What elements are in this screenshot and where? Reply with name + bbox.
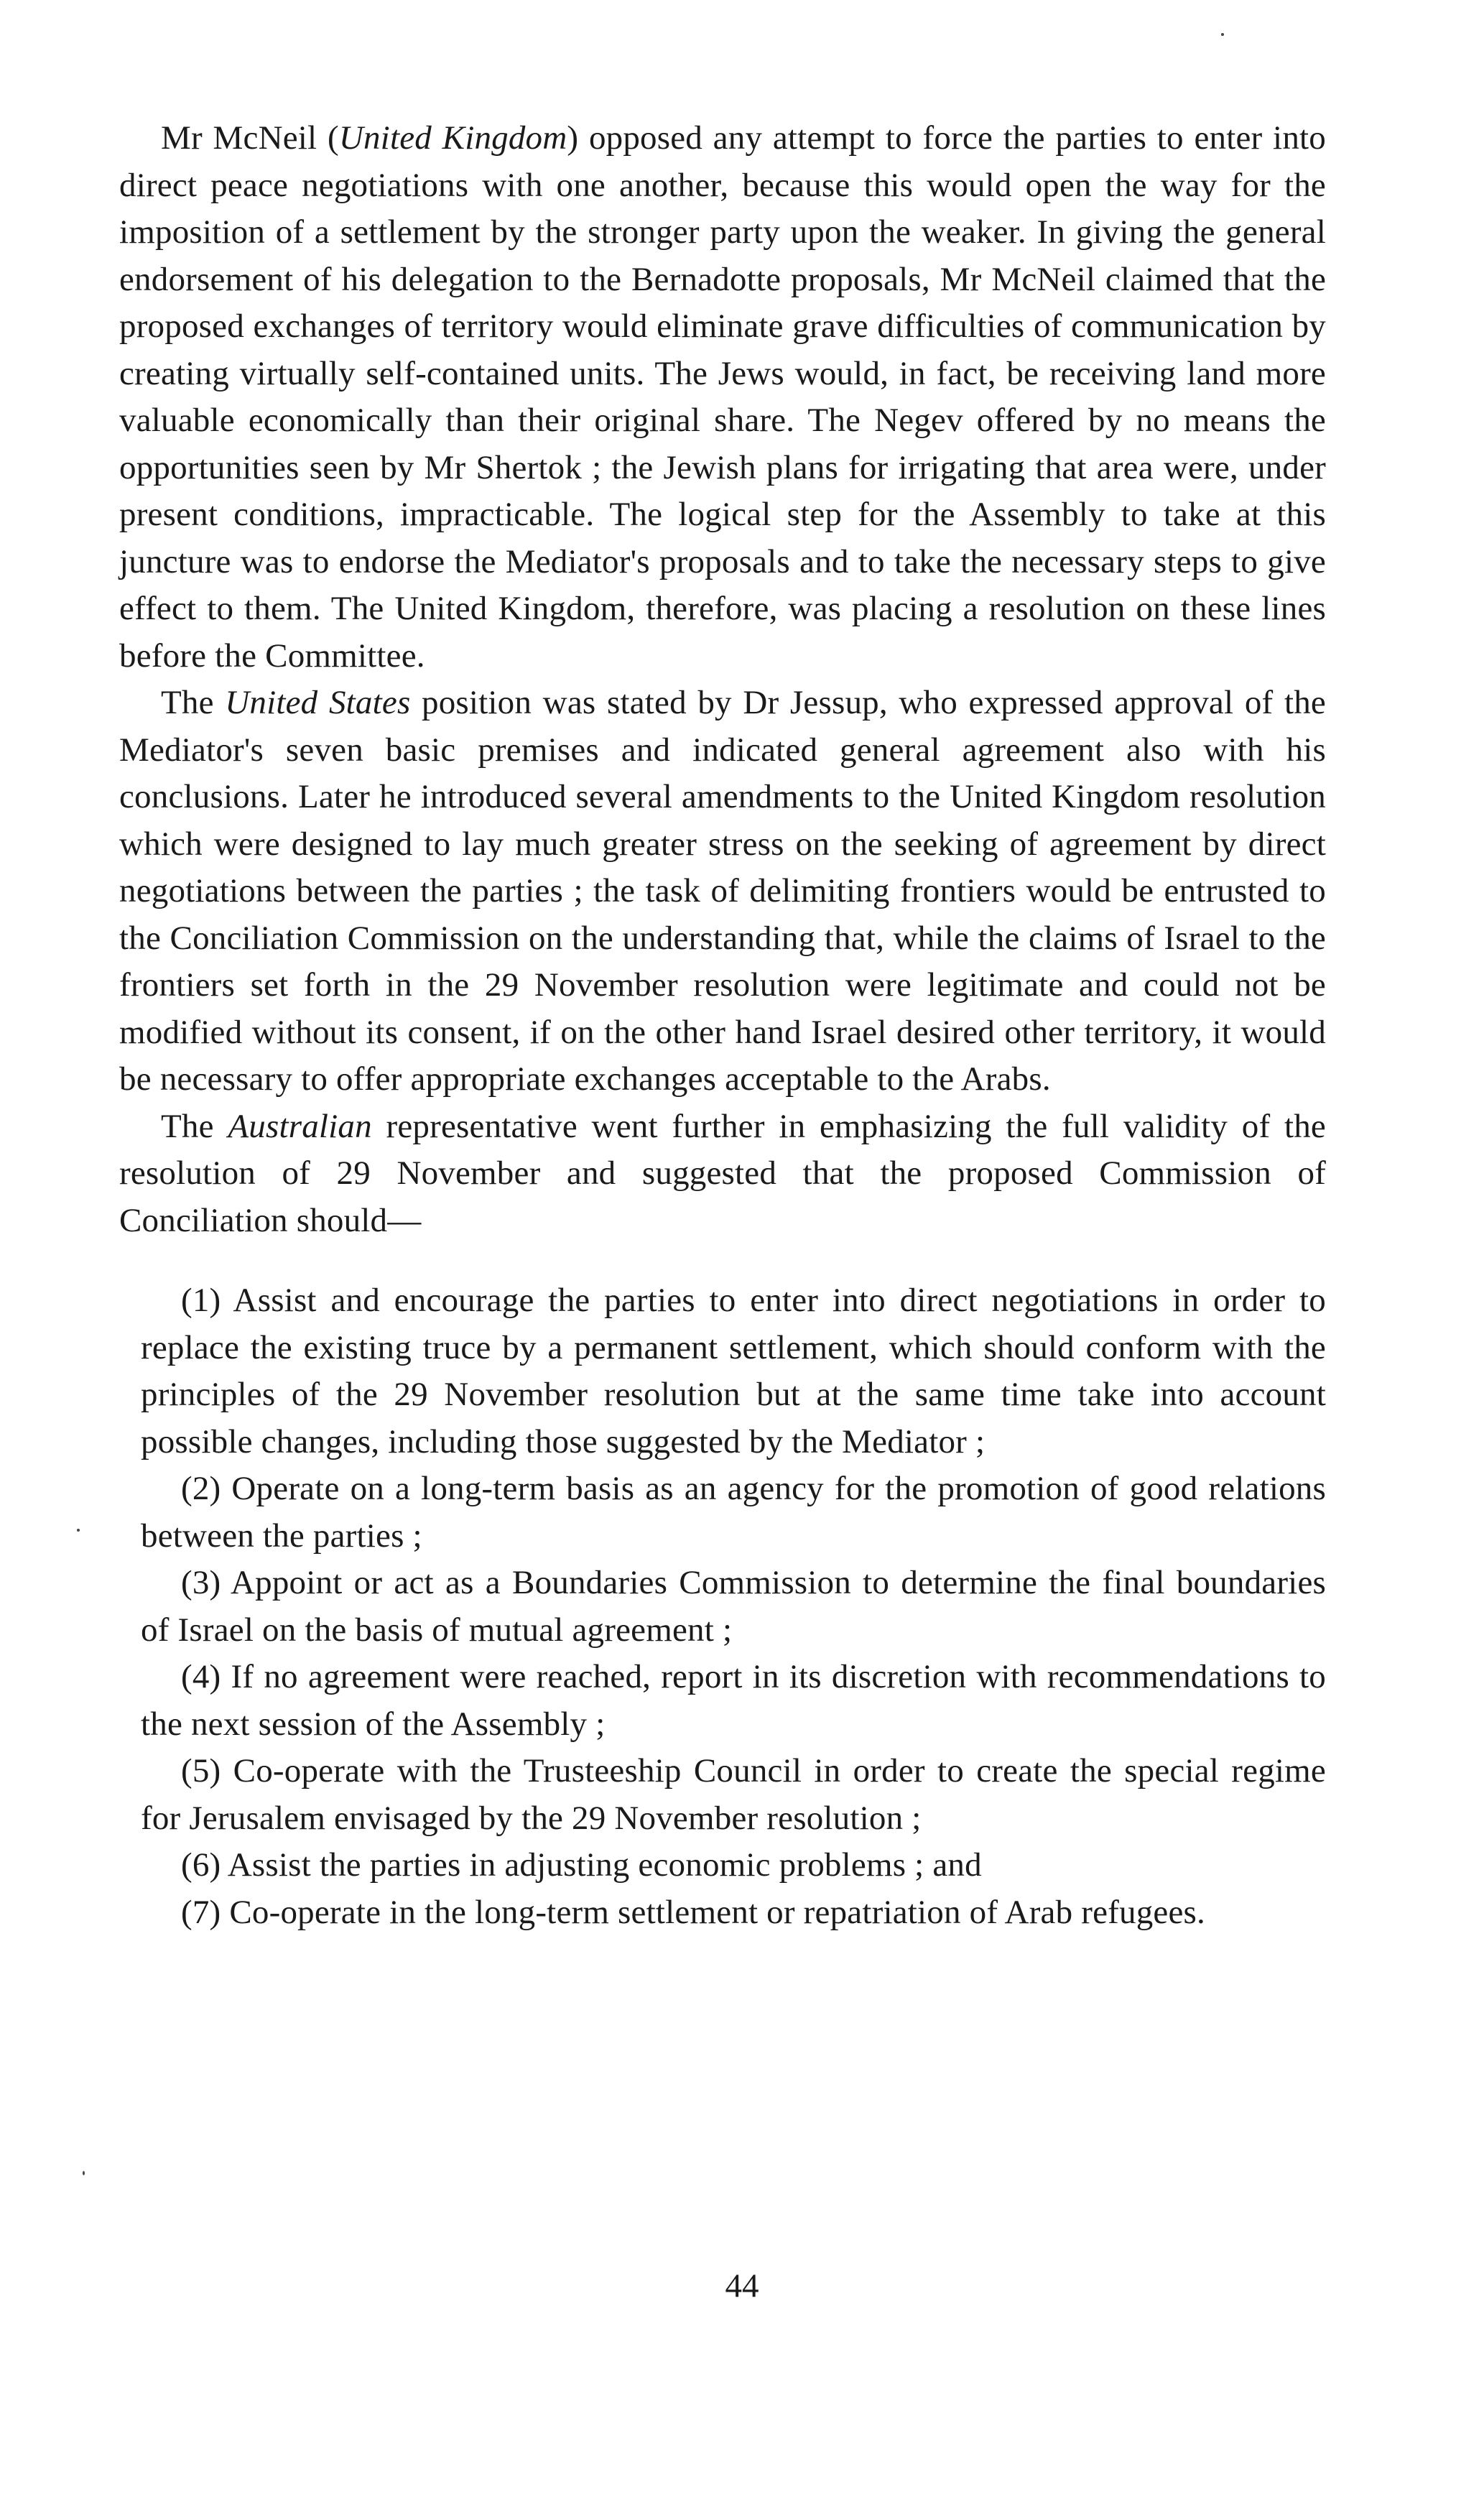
- country-name-italic: United Kingdom: [338, 119, 567, 157]
- list-item: (3) Appoint or act as a Boundaries Commission to determine the final boundaries of Israel on the basis of mutual agreement ;: [141, 1564, 1326, 1649]
- paragraph-lead: The: [161, 1107, 228, 1145]
- paragraph-australia: [119, 1103, 1326, 1245]
- page-number: 44: [725, 2267, 759, 2305]
- commission-duties-list: [119, 1277, 1326, 1936]
- list-item: (4) If no agreement were reached, report in its discretion with recommendations to the next session of the Assembly ;: [141, 1658, 1326, 1743]
- paragraph-lead: Mr McNeil (: [161, 119, 339, 157]
- paragraph-united-kingdom: [119, 115, 1326, 680]
- scan-speck: [77, 1529, 80, 1532]
- list-item: (1) Assist and encourage the parties to enter into direct negotiations in order to replace the existing truce by a permanent settlement, which should conform with the principles of the 29 November resolution but at the same time take into account possible changes, including those suggested by the Mediator ;: [141, 1282, 1326, 1460]
- list-item: (5) Co-operate with the Trusteeship Council in order to create the special regime for Jerusalem envisaged by the 29 November resolution ;: [141, 1752, 1326, 1837]
- list-item: (7) Co-operate in the long-term settlement or repatriation of Arab refugees.: [181, 1893, 1205, 1931]
- country-name-italic: United States: [225, 684, 411, 721]
- list-item: (6) Assist the parties in adjusting economic problems ; and: [181, 1846, 982, 1884]
- paragraph-text: position was stated by Dr Jessup, who expressed approval of the Mediator's seven basic premises and indicated general agreement also with his conclusions. Later he introduced several amendments to the United Kingdom resolution which were designed to lay much greater stress on the seeking of agreement by direct negotiations between the parties ; the task of delimiting frontiers would be entrusted to the Conciliation Commission on the understanding that, while the claims of Israel to the frontiers set forth in the 29 November resolution were legitimate and could not be modified without its consent, if on the other hand Israel desired other territory, it would be necessary to offer appropriate exchanges acceptable to the Arabs.: [119, 684, 1326, 1098]
- scan-speck: [1221, 33, 1224, 36]
- paragraph-united-states: [119, 680, 1326, 1103]
- paragraph-text: representative went further in emphasizing the full validity of the resolution of 29 November and suggested that the proposed Commission of Conciliation should—: [119, 1107, 1326, 1239]
- scan-speck: [83, 2171, 85, 2175]
- list-item: (2) Operate on a long-term basis as an agency for the promotion of good relations between the parties ;: [141, 1470, 1326, 1555]
- paragraph-text: ) opposed any attempt to force the parties to enter into direct peace negotiations with one another, because this would open the way for the imposition of a settlement by the stronger party upon the weaker. In giving the general endorsement of his delegation to the Bernadotte proposals, Mr McNeil claimed that the proposed exchanges of territory would eliminate grave difficulties of communication by creating virtually self-contained units. The Jews would, in fact, be receiving land more valuable economically than their original share. The Negev offered by no means the opportunities seen by Mr Shertok ; the Jewish plans for irrigating that area were, under present conditions, impracticable. The logical step for the Assembly to take at this juncture was to endorse the Mediator's proposals and to take the necessary steps to give effect to them. The United Kingdom, therefore, was placing a resolution on these lines before the Committee.: [119, 119, 1326, 675]
- page-body: [119, 115, 1326, 1936]
- country-name-italic: Australian: [228, 1107, 372, 1145]
- paragraph-lead: The: [161, 684, 226, 721]
